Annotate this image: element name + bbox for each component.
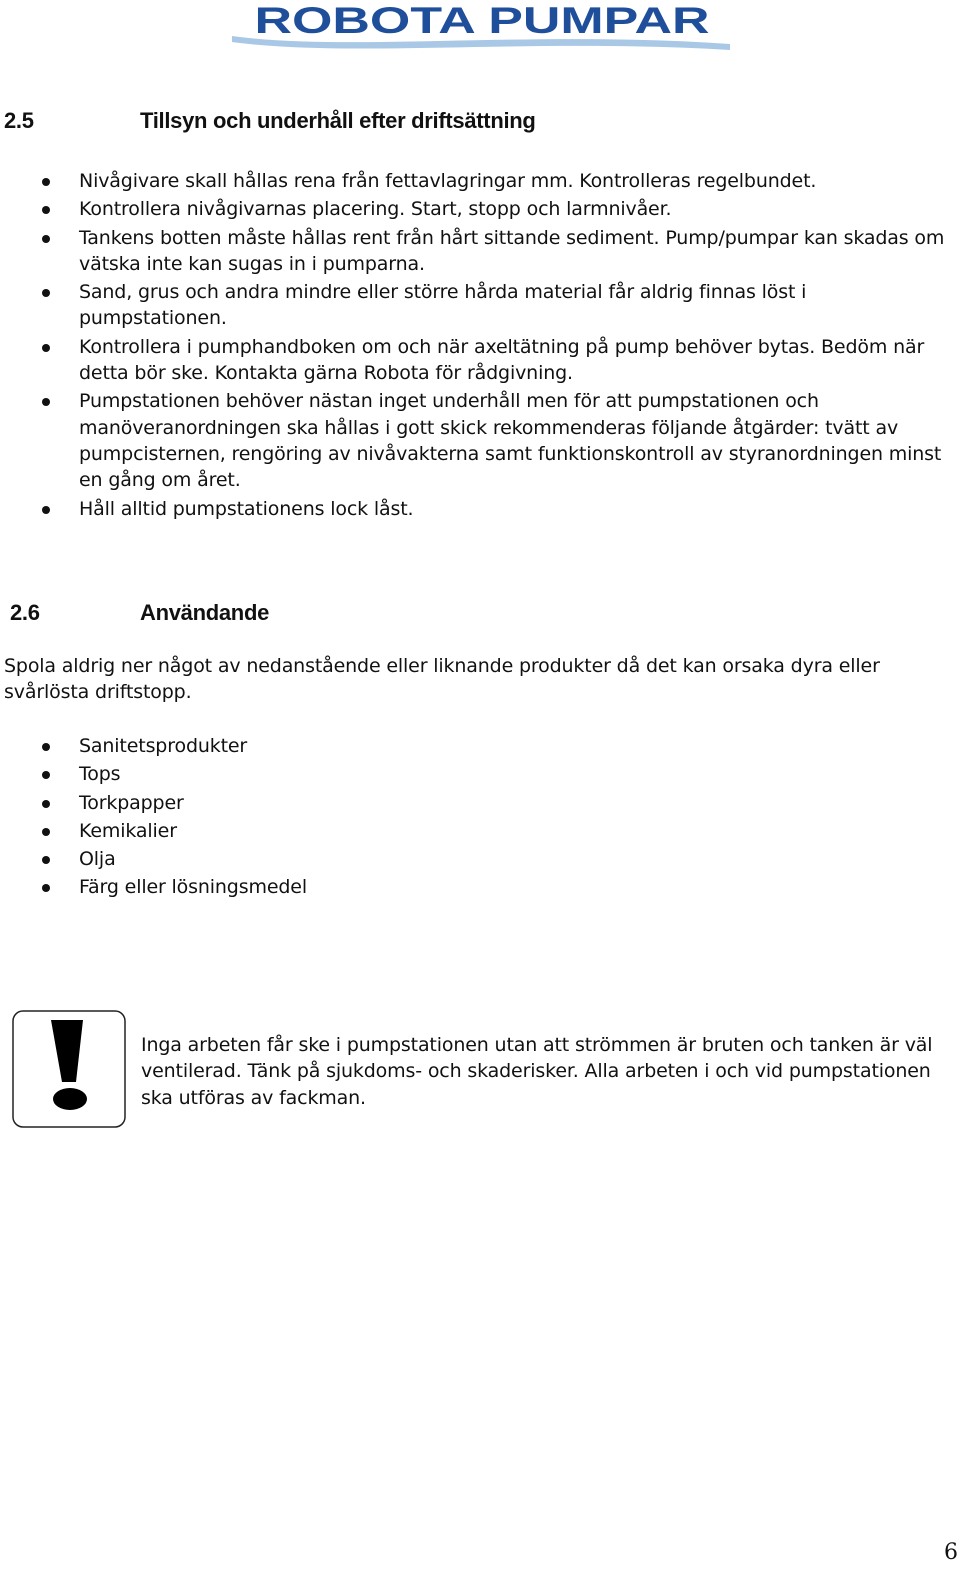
list-item xyxy=(0,818,960,844)
exclamation-icon xyxy=(12,1010,126,1128)
list-item xyxy=(0,761,960,787)
bullet-icon xyxy=(42,178,50,186)
list-item-text: Kontrollera i pumphandboken om och när axeltätning på pump behöver bytas. Bedöm när detta bör ske. Kontakta gärna Robota för rådgivning. xyxy=(79,335,925,385)
bullet-icon xyxy=(42,398,50,406)
list-item-text: Pumpstationen behöver nästan inget underhåll men för att pumpstationen och manöveranordningen ska hållas i gott skick rekommenderas följande åtgärder: tvätt av pumpcisternen, rengöring av nivåvakterna samt funktionskontroll av styranordningen minst en gång om året. xyxy=(79,390,942,492)
list-item-text: Sand, grus och andra mindre eller större hårda material får aldrig finnas löst i pumpstationen. xyxy=(79,281,807,330)
list-item xyxy=(0,846,960,872)
list-item xyxy=(0,168,960,194)
list-item xyxy=(0,388,960,493)
list-item-text: Sanitetsprodukter xyxy=(79,735,248,757)
list-item xyxy=(0,790,960,816)
list-item xyxy=(0,496,960,522)
bullet-icon xyxy=(42,506,50,514)
list-item-text: Kontrollera nivågivarnas placering. Start, stopp och larmnivåer. xyxy=(79,198,672,221)
section-title: Tillsyn och underhåll efter driftsättning xyxy=(140,108,536,133)
bullet-icon xyxy=(42,884,50,892)
section-title: Användande xyxy=(140,600,270,625)
bullet-icon xyxy=(42,828,50,836)
bullet-icon xyxy=(42,344,50,352)
bullet-icon xyxy=(42,289,50,297)
list-item-text: Nivågivare skall hållas rena från fettavlagringar mm. Kontrolleras regelbundet. xyxy=(79,170,817,192)
list-item-text: Tops xyxy=(79,763,121,786)
list-item-text: Färg eller lösningsmedel xyxy=(79,876,307,899)
list-item xyxy=(0,733,960,759)
list-item xyxy=(0,334,960,387)
section-number: 2.6 xyxy=(10,600,40,625)
bullet-icon xyxy=(42,235,50,243)
list-item-text: Kemikalier xyxy=(79,819,177,842)
bullet-icon xyxy=(42,856,50,864)
logo-text: ROBOTA PUMPAR xyxy=(254,0,710,41)
bullet-icon xyxy=(42,800,50,808)
safety-warning-text: Inga arbeten får ske i pumpstationen utan att strömmen är bruten och tanken är väl ventilerad. Tänk på sjukdoms- och skaderisker. Alla arbeten i och vid pumpstationen ska utföras av fackman. xyxy=(141,1034,933,1109)
list-item-text: Håll alltid pumpstationens lock låst. xyxy=(79,497,414,520)
list-item xyxy=(0,196,960,222)
bullet-icon xyxy=(42,771,50,779)
robota-pumpar-logo xyxy=(230,0,735,54)
maintenance-list xyxy=(0,168,960,524)
page-number: 6 xyxy=(944,1540,958,1565)
section-number: 2.5 xyxy=(4,108,34,133)
list-item xyxy=(0,874,960,900)
list-item-text: Torkpapper xyxy=(79,791,184,814)
usage-intro: Spola aldrig ner något av nedanstående eller liknande produkter då det kan orsaka dyra eller svårlösta driftstopp. xyxy=(4,655,880,704)
bullet-icon xyxy=(42,206,50,214)
bullet-icon xyxy=(42,743,50,751)
list-item xyxy=(0,279,960,332)
list-item-text: Tankens botten måste hållas rent från hårt sittande sediment. Pump/pumpar kan skadas om vätska inte kan sugas in i pumparna. xyxy=(79,226,945,275)
list-item xyxy=(0,225,960,278)
prohibited-items-list xyxy=(0,733,960,903)
list-item-text: Olja xyxy=(79,848,116,871)
